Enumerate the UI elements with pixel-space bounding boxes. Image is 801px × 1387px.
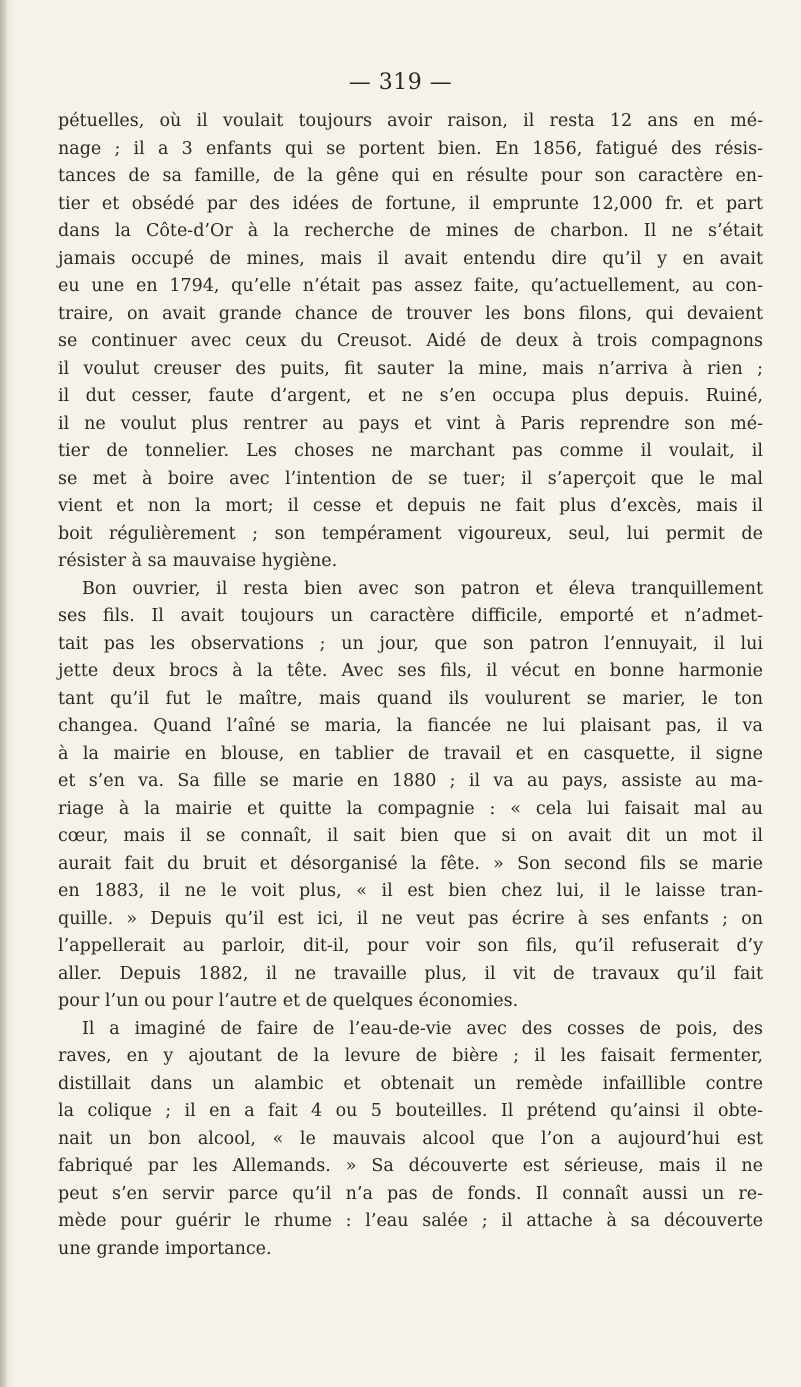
text-line: changea. Quand l’aîné se maria, la fiancée ne lui plaisant pas, il va — [58, 716, 763, 736]
text-line: cœur, mais il se connaît, il sait bien que si on avait dit un mot il — [58, 826, 763, 846]
text-line: ses fils. Il avait toujours un caractère difficile, emporté et n’admet- — [58, 606, 763, 626]
text-line: il ne voulut plus rentrer au pays et vint à Paris reprendre son mé- — [58, 413, 763, 434]
paragraph-end-line: pour l’un ou pour l’autre et de quelques économies. — [58, 991, 519, 1011]
text-line: peut s’en servir parce qu’il n’a pas de fonds. Il connaît aussi un re- — [58, 1183, 763, 1204]
text-line: jette deux brocs à la tête. Avec ses fils, il vécut en bonne harmonie — [58, 661, 763, 681]
text-line: tant qu’il fut le maître, mais quand ils voulurent se marier, le ton — [58, 688, 763, 709]
page-number: — 319 — — [348, 70, 453, 95]
text-line: aurait fait du bruit et désorganisé la fête. » Son second fils se marie — [58, 853, 763, 874]
text-line: quille. » Depuis qu’il est ici, il ne veut pas écrire à ses enfants ; on — [58, 908, 763, 929]
text-line: eu une en 1794, qu’elle n’était pas assez faite, qu’actuellement, au con- — [58, 276, 763, 296]
text-line: en 1883, il ne le voit plus, « il est bien chez lui, il le laisse tran- — [58, 881, 763, 901]
text-line: distillait dans un alambic et obtenait un remède infaillible contre — [58, 1073, 763, 1094]
text-line: tait pas les observations ; un jour, que son patron l’ennuyait, il lui — [58, 633, 763, 654]
text-line: boit régulièrement ; son tempérament vigoureux, seul, lui permit de — [58, 523, 763, 544]
text-line: riage à la mairie et quitte la compagnie : « cela lui faisait mal au — [58, 798, 763, 819]
text-line: à la mairie en blouse, en tablier de travail et en casquette, il signe — [58, 743, 763, 764]
text-line: nait un bon alcool, « le mauvais alcool que l’on a aujourd’hui est — [58, 1128, 763, 1149]
text-line: tances de sa famille, de la gêne qui en résulte pour son caractère en- — [58, 166, 763, 186]
text-line: il voulut creuser des puits, fit sauter la mine, mais n’arriva à rien ; — [58, 358, 763, 379]
paragraph-start-line: Il a imaginé de faire de l’eau-de-vie avec des cosses de pois, des — [82, 1018, 763, 1039]
text-line: tier de tonnelier. Les choses ne marchant pas comme il voulait, il — [58, 441, 763, 461]
text-line: pétuelles, où il voulait toujours avoir raison, il resta 12 ans en mé- — [58, 111, 763, 131]
text-line: tier et obsédé par des idées de fortune, il emprunte 12,000 fr. et part — [58, 193, 763, 214]
text-line: la colique ; il en a fait 4 ou 5 bouteilles. Il prétend qu’ainsi il obte- — [58, 1101, 763, 1121]
text-line: se met à boire avec l’intention de se tuer; il s’aperçoit que le mal — [58, 468, 763, 489]
paragraph-start-line: Bon ouvrier, il resta bien avec son patron et éleva tranquillement — [82, 578, 763, 599]
text-line: raves, en y ajoutant de la levure de bière ; il les faisait fermenter, — [58, 1046, 763, 1066]
text-line: jamais occupé de mines, mais il avait entendu dire qu’il y en avait — [58, 248, 763, 269]
body-text — [58, 108, 763, 1263]
text-line: et s’en va. Sa fille se marie en 1880 ; il va au pays, assiste au ma- — [58, 771, 763, 791]
paragraph-end-line: résister à sa mauvaise hygiène. — [58, 551, 338, 571]
text-line: il dut cesser, faute d’argent, et ne s’en occupa plus depuis. Ruiné, — [58, 386, 763, 406]
text-line: l’appellerait au parloir, dit-il, pour voir son fils, qu’il refuserait d’y — [58, 936, 763, 956]
text-line: se continuer avec ceux du Creusot. Aidé de deux à trois compagnons — [58, 331, 763, 351]
text-line: nage ; il a 3 enfants qui se portent bien. En 1856, fatigué des résis- — [58, 138, 763, 159]
text-line: dans la Côte-d’Or à la recherche de mines de charbon. Il ne s’était — [58, 221, 763, 241]
text-line: traire, on avait grande chance de trouver les bons filons, qui devaient — [58, 303, 763, 324]
binding-edge — [0, 0, 8, 1387]
paragraph-end-line: une grande importance. — [58, 1238, 272, 1259]
text-line: aller. Depuis 1882, il ne travaille plus, il vit de travaux qu’il fait — [58, 963, 763, 984]
text-line: vient et non la mort; il cesse et depuis ne fait plus d’excès, mais il — [58, 496, 763, 516]
text-line: fabriqué par les Allemands. » Sa découverte est sérieuse, mais il ne — [58, 1156, 763, 1176]
text-line: mède pour guérir le rhume : l’eau salée ; il attache à sa découverte — [58, 1211, 763, 1231]
